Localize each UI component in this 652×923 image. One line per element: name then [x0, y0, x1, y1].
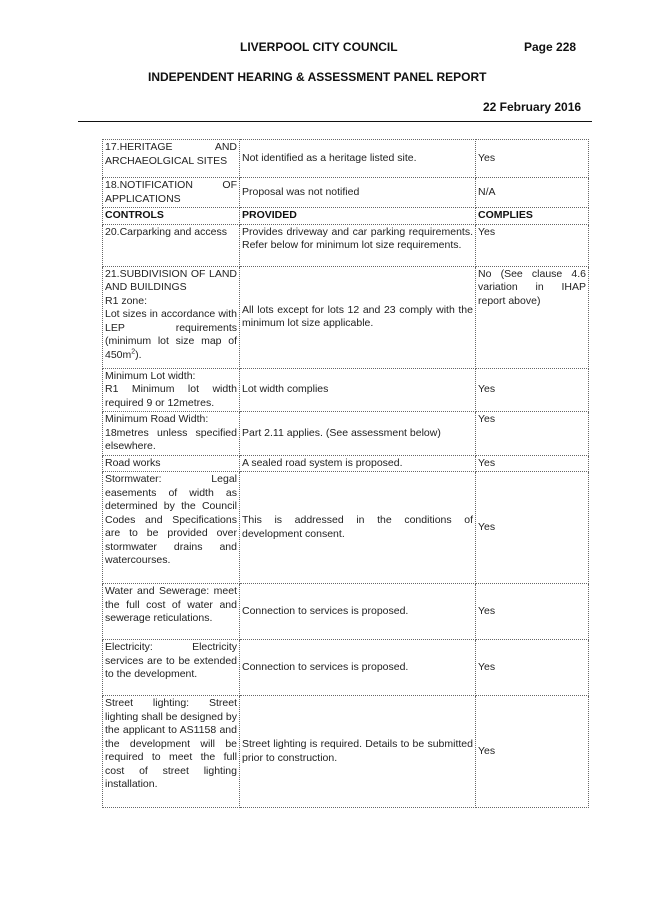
control-cell: 20.Carparking and access [103, 224, 240, 266]
provided-cell: Street lighting is required. Details to be submitted prior to construction. [240, 696, 476, 808]
control-cell: Road works [103, 455, 240, 472]
column-header-controls: CONTROLS [103, 208, 240, 225]
column-header-complies: COMPLIES [476, 208, 589, 225]
provided-cell: Connection to services is proposed. [240, 584, 476, 640]
provided-cell: Provides driveway and car parking requirements. Refer below for minimum lot size requirements. [240, 224, 476, 266]
provided-cell: Lot width complies [240, 368, 476, 412]
table-row [103, 412, 589, 456]
table-row [103, 584, 589, 640]
complies-cell: Yes [476, 584, 589, 640]
control-cell: Electricity: Electricity services are to be extended to the development. [103, 640, 240, 696]
provided-cell: Not identified as a heritage listed site. [240, 140, 476, 178]
report-title: INDEPENDENT HEARING & ASSESSMENT PANEL REPORT [148, 70, 487, 84]
table-row [103, 472, 589, 584]
control-cell: 17.HERITAGE AND ARCHAEOLGICAL SITES [103, 140, 240, 178]
complies-cell: Yes [476, 640, 589, 696]
complies-cell: Yes [476, 140, 589, 178]
table-row [103, 368, 589, 412]
provided-cell: All lots except for lots 12 and 23 comply with the minimum lot size applicable. [240, 266, 476, 368]
control-cell: 18.NOTIFICATION OF APPLICATIONS [103, 178, 240, 208]
control-cell: Minimum Lot width: R1 Minimum lot width required 9 or 12metres. [103, 368, 240, 412]
provided-cell: This is addressed in the conditions of development consent. [240, 472, 476, 584]
control-cell: 21.SUBDIVISION OF LAND AND BUILDINGS R1 zone: Lot sizes in accordance with LEP requirements (minimum lot size map of $450m^2$). [103, 266, 240, 368]
complies-cell: N/A [476, 178, 589, 208]
provided-cell: A sealed road system is proposed. [240, 455, 476, 472]
complies-cell: Yes [476, 696, 589, 808]
header-rule [78, 121, 592, 122]
complies-cell: Yes [476, 224, 589, 266]
table-row [103, 696, 589, 808]
council-name: LIVERPOOL CITY COUNCIL [240, 40, 398, 54]
compliance-table [102, 139, 589, 808]
table-row [103, 178, 589, 208]
table-row [103, 140, 589, 178]
control-cell: Stormwater: Legal easements of width as determined by the Council Codes and Specifications are to be provided over stormwater drains and watercourses. [103, 472, 240, 584]
provided-cell: Connection to services is proposed. [240, 640, 476, 696]
table-row [103, 640, 589, 696]
complies-cell: No (See clause 4.6 variation in IHAP report above) [476, 266, 589, 368]
table-row [103, 224, 589, 266]
page-number: Page 228 [524, 40, 577, 54]
table-row [103, 455, 589, 472]
complies-cell: Yes [476, 472, 589, 584]
provided-cell: Part 2.11 applies. (See assessment below) [240, 412, 476, 456]
column-header-provided: PROVIDED [240, 208, 476, 225]
superscript: 2 [131, 348, 136, 355]
complies-cell: Yes [476, 368, 589, 412]
complies-cell: Yes [476, 455, 589, 472]
control-cell: Street lighting: Street lighting shall be designed by the applicant to AS1158 and the development will be required to meet the full cost of street lighting installation. [103, 696, 240, 808]
table-row [103, 266, 589, 368]
control-cell: Water and Sewerage: meet the full cost of water and sewerage reticulations. [103, 584, 240, 640]
control-cell: Minimum Road Width: 18metres unless specified elsewhere. [103, 412, 240, 456]
table-header-row [103, 208, 589, 225]
complies-cell: Yes [476, 412, 589, 456]
provided-cell: Proposal was not notified [240, 178, 476, 208]
report-date: 22 February 2016 [483, 100, 582, 114]
